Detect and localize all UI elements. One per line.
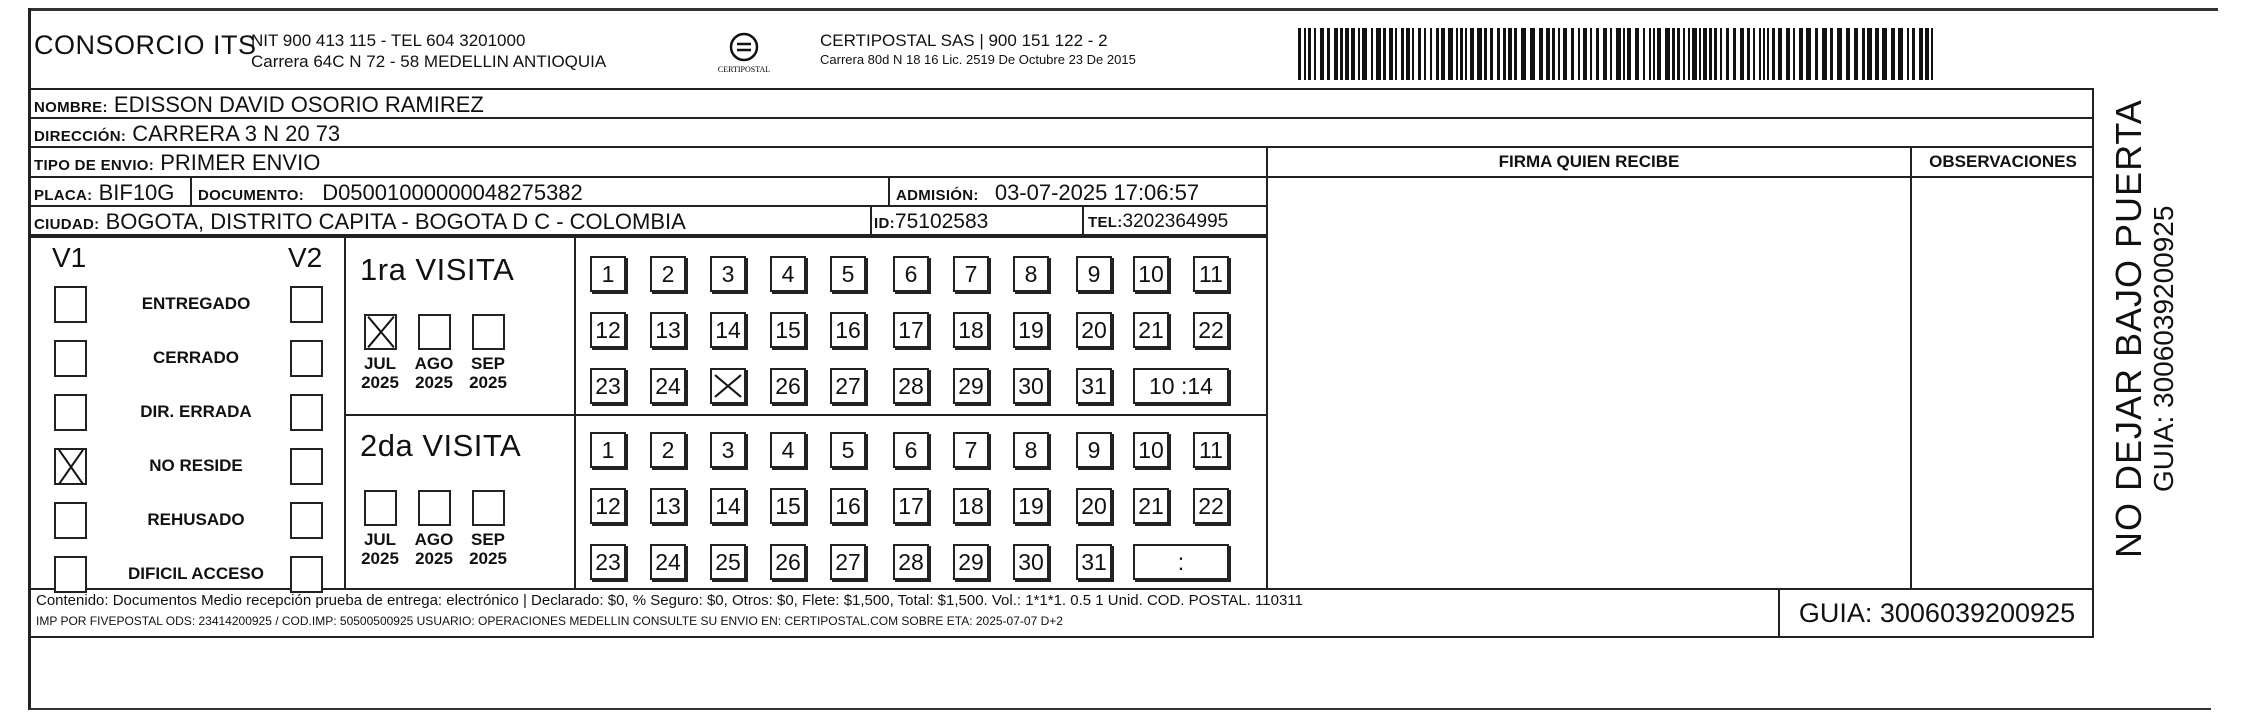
day-box[interactable]: 15 (770, 312, 806, 348)
day-box[interactable]: 29 (953, 368, 989, 404)
signature-area[interactable] (1268, 178, 1908, 588)
tipo-value: PRIMER ENVIO (160, 150, 321, 175)
nombre-label: NOMBRE: (34, 99, 108, 116)
admision-value: 03-07-2025 17:06:57 (994, 180, 1200, 205)
v1-label: V1 (52, 242, 87, 273)
month-label (354, 530, 406, 568)
day-box[interactable]: 13 (650, 312, 686, 348)
v2-checkbox[interactable] (290, 448, 323, 485)
divider (344, 414, 1266, 416)
id-value: 75102583 (894, 210, 989, 233)
day-box[interactable]: 22 (1193, 488, 1229, 524)
footer-line2: IMP POR FIVEPOSTAL ODS: 23414200925 / COD.IMP: 50500500925 USUARIO: OPERACIONES MEDELLIN CONSULTE SU ENVIO EN: CERTIPOSTAL.COM SOBRE ETA: 2025-07-07 D+2 (36, 614, 1063, 628)
tipo-label: TIPO DE ENVIO: (34, 157, 155, 174)
day-box[interactable]: 5 (830, 432, 866, 468)
courier-name: CERTIPOSTAL SAS | 900 151 122 - 2 (820, 31, 1108, 50)
day-box[interactable]: 4 (770, 432, 806, 468)
direccion-value: CARRERA 3 N 20 73 (132, 121, 341, 146)
tel-cell (1082, 207, 1228, 236)
v1-checkbox[interactable] (54, 448, 87, 485)
day-box[interactable]: 30 (1013, 368, 1049, 404)
day-box-marked[interactable] (710, 368, 746, 404)
day-box[interactable]: 28 (893, 544, 929, 580)
logo-icon (717, 30, 771, 78)
day-box[interactable]: 7 (953, 432, 989, 468)
company-address: Carrera 64C N 72 - 58 MEDELLIN ANTIOQUIA (251, 52, 607, 71)
v1-checkbox[interactable] (54, 394, 87, 431)
day-box[interactable]: 27 (830, 368, 866, 404)
day-box[interactable]: 23 (590, 368, 626, 404)
status-label: CERRADO (153, 348, 239, 367)
month-year: 2025 (469, 549, 507, 568)
day-box[interactable]: 7 (953, 256, 989, 292)
day-box[interactable]: 31 (1076, 368, 1112, 404)
month-name: AGO (414, 354, 454, 373)
day-box[interactable]: 8 (1013, 256, 1049, 292)
time-field[interactable]: : (1133, 544, 1229, 580)
day-box[interactable]: 4 (770, 256, 806, 292)
day-box[interactable]: 18 (953, 488, 989, 524)
month-name: SEP (470, 354, 506, 373)
ciudad-label: CIUDAD: (34, 216, 100, 233)
footer-line1: Contenido: Documentos Medio recepción prueba de entrega: electrónico | Declarado: $0, % Seguro: $0, Otros: $0, Flete: $1,500, Total: $1,500. Vol.: 1*1*1. 0.5 1 Unid. COD. POSTAL. 110311 (36, 592, 1303, 609)
v1-checkbox[interactable] (54, 556, 87, 593)
day-box[interactable]: 24 (650, 544, 686, 580)
row-direccion (28, 119, 2092, 148)
month-year: 2025 (415, 373, 453, 392)
courier-address: Carrera 80d N 18 16 Lic. 2519 De Octubre 23 De 2015 (820, 52, 1136, 67)
month-year: 2025 (415, 549, 453, 568)
ciudad-value: BOGOTA, DISTRITO CAPITA - BOGOTA D C - COLOMBIA (105, 209, 686, 234)
month-checkbox[interactable] (364, 314, 397, 350)
side-warning: NO DEJAR BAJO PUERTA (2108, 99, 2149, 558)
day-box[interactable]: 6 (893, 432, 929, 468)
id-label: ID: (874, 215, 895, 232)
day-box[interactable]: 8 (1013, 432, 1049, 468)
day-box[interactable]: 31 (1076, 544, 1112, 580)
day-box[interactable]: 13 (650, 488, 686, 524)
month-label (462, 354, 514, 392)
row-nombre (28, 90, 2092, 119)
visit-title: 1ra VISITA (360, 252, 515, 287)
day-box[interactable]: 26 (770, 368, 806, 404)
month-checkbox[interactable] (472, 490, 505, 526)
day-box[interactable]: 10 (1133, 256, 1169, 292)
company-name: CONSORCIO ITS (34, 30, 257, 60)
v1-checkbox[interactable] (54, 340, 87, 377)
day-box[interactable]: 18 (953, 312, 989, 348)
status-label: REHUSADO (147, 510, 245, 529)
day-box[interactable]: 3 (710, 432, 746, 468)
day-box[interactable]: 6 (893, 256, 929, 292)
day-box[interactable]: 1 (590, 256, 626, 292)
v1-checkbox[interactable] (54, 502, 87, 539)
company-nit: NIT 900 413 115 - TEL 604 3201000 (251, 31, 526, 50)
v2-checkbox[interactable] (290, 340, 323, 377)
month-checkbox[interactable] (418, 314, 451, 350)
month-label (408, 354, 460, 392)
month-label (354, 354, 406, 392)
firma-label: FIRMA QUIEN RECIBE (1498, 152, 1680, 171)
month-label (462, 530, 514, 568)
documento-label: DOCUMENTO: (198, 187, 305, 204)
day-box[interactable]: 9 (1076, 256, 1112, 292)
id-cell (870, 207, 988, 236)
footer-guia: GUIA: 3006039200925 (1778, 590, 2094, 636)
day-box[interactable]: 27 (830, 544, 866, 580)
status-label: ENTREGADO (141, 294, 251, 313)
logo-text: CERTIPOSTAL (717, 65, 771, 74)
tel-label: TEL: (1088, 214, 1123, 231)
day-box[interactable]: 25 (710, 544, 746, 580)
day-box[interactable]: 15 (770, 488, 806, 524)
day-box[interactable]: 1 (590, 432, 626, 468)
day-box[interactable]: 20 (1076, 488, 1112, 524)
day-box[interactable]: 14 (710, 312, 746, 348)
v2-checkbox[interactable] (290, 502, 323, 539)
day-box[interactable]: 23 (590, 544, 626, 580)
day-box[interactable]: 30 (1013, 544, 1049, 580)
month-name: SEP (470, 530, 506, 549)
time-field[interactable]: 10 :14 (1133, 368, 1229, 404)
v2-checkbox[interactable] (290, 556, 323, 593)
day-box[interactable]: 19 (1013, 488, 1049, 524)
day-box[interactable]: 12 (590, 312, 626, 348)
barcode-icon (1298, 28, 1938, 80)
nombre-value: EDISSON DAVID OSORIO RAMIREZ (113, 92, 484, 117)
day-box[interactable]: 22 (1193, 312, 1229, 348)
day-box[interactable]: 21 (1133, 312, 1169, 348)
day-box[interactable]: 11 (1193, 432, 1229, 468)
day-box[interactable]: 28 (893, 368, 929, 404)
month-checkbox[interactable] (364, 490, 397, 526)
observaciones-label: OBSERVACIONES (1929, 152, 2077, 171)
month-label (408, 530, 460, 568)
v2-checkbox[interactable] (290, 394, 323, 431)
day-box[interactable]: 26 (770, 544, 806, 580)
month-checkbox[interactable] (418, 490, 451, 526)
courier-info (820, 30, 1136, 68)
observaciones-area[interactable] (1912, 178, 2092, 588)
day-box[interactable]: 29 (953, 544, 989, 580)
day-box[interactable]: 19 (1013, 312, 1049, 348)
day-box[interactable]: 2 (650, 256, 686, 292)
status-label: DIFICIL ACCESO (127, 564, 264, 583)
v2-checkbox[interactable] (290, 286, 323, 323)
month-name: JUL (363, 354, 397, 373)
visit-title: 2da VISITA (360, 428, 522, 463)
direccion-label: DIRECCIÓN: (34, 128, 127, 145)
admision-label: ADMISIÓN: (896, 187, 979, 204)
company-info (251, 30, 606, 72)
month-year: 2025 (361, 373, 399, 392)
month-name: AGO (414, 530, 454, 549)
day-box[interactable]: 24 (650, 368, 686, 404)
placa-value: BIF10G (98, 180, 175, 205)
day-box[interactable]: 2 (650, 432, 686, 468)
tel-value: 3202364995 (1122, 211, 1229, 232)
v1-checkbox[interactable] (54, 286, 87, 323)
day-box[interactable]: 5 (830, 256, 866, 292)
day-box[interactable]: 12 (590, 488, 626, 524)
day-box[interactable]: 11 (1193, 256, 1229, 292)
divider (344, 236, 346, 590)
day-box[interactable]: 3 (710, 256, 746, 292)
month-year: 2025 (361, 549, 399, 568)
documento-cell (190, 178, 583, 207)
status-label: DIR. ERRADA (140, 402, 252, 421)
documento-value: D05001000000048275382 (322, 180, 583, 205)
placa-label: PLACA: (34, 187, 93, 204)
certipostal-logo (717, 30, 771, 78)
day-box[interactable]: 10 (1133, 432, 1169, 468)
day-box[interactable]: 14 (710, 488, 746, 524)
day-box[interactable]: 21 (1133, 488, 1169, 524)
month-checkbox[interactable] (472, 314, 505, 350)
day-box[interactable]: 16 (830, 488, 866, 524)
day-box[interactable]: 17 (893, 312, 929, 348)
day-box[interactable]: 17 (893, 488, 929, 524)
divider (28, 236, 1268, 238)
day-box[interactable]: 9 (1076, 432, 1112, 468)
status-label: NO RESIDE (149, 456, 243, 475)
day-box[interactable]: 16 (830, 312, 866, 348)
v2-label: V2 (288, 242, 323, 273)
month-name: JUL (363, 530, 397, 549)
side-guia: GUIA: 3006039200925 (2148, 205, 2179, 492)
day-box[interactable]: 20 (1076, 312, 1112, 348)
admision-cell (888, 178, 1199, 207)
month-year: 2025 (469, 373, 507, 392)
divider (574, 236, 576, 590)
